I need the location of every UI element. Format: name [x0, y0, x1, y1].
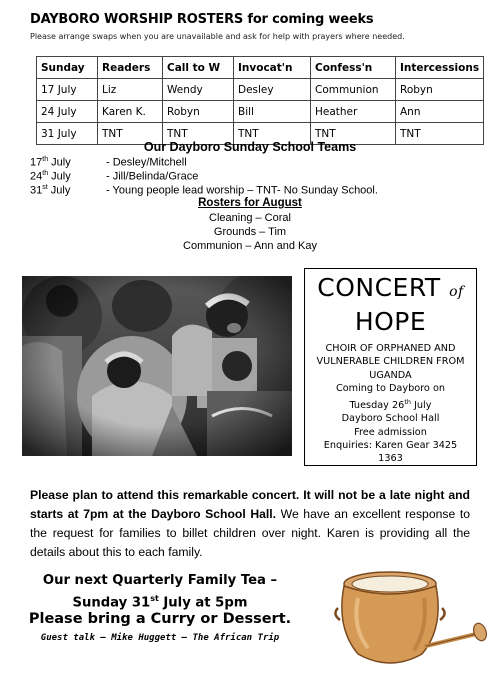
- choir-photo: [22, 276, 292, 456]
- col-confession: Confess'n: [311, 57, 396, 79]
- ss-day-suffix: th: [42, 170, 49, 177]
- table-cell: TNT: [234, 123, 311, 145]
- ss-day-suffix: st: [42, 184, 48, 191]
- guest-talk: Guest talk – Mike Huggett – The African Trip: [40, 633, 280, 643]
- col-call-to-worship: Call to W: [163, 57, 234, 79]
- table-cell: Bill: [234, 101, 311, 123]
- family-tea-request: Please bring a Curry or Dessert.: [28, 611, 292, 627]
- ss-team: - Jill/Belinda/Grace: [106, 170, 199, 183]
- table-cell: Wendy: [163, 79, 234, 101]
- table-cell: Desley: [234, 79, 311, 101]
- poster-word-hope: HOPE: [354, 307, 427, 336]
- ss-day-suffix: th: [42, 156, 49, 163]
- family-tea-heading: Our next Quarterly Family Tea –: [42, 573, 278, 588]
- ss-day: 17: [30, 156, 43, 169]
- table-cell: Karen K.: [98, 101, 163, 123]
- august-roster-line: Cleaning – Coral: [209, 212, 291, 224]
- poster-enquiries: Enquiries: Karen Gear 3425 1363: [323, 440, 458, 465]
- table-row: [37, 101, 484, 123]
- worship-roster-table: [36, 56, 484, 145]
- table-cell: Ann: [396, 101, 484, 123]
- tea-date-suffix: st: [150, 594, 159, 603]
- poster-venue: Dayboro School Hall: [341, 413, 440, 425]
- col-readers: Readers: [98, 57, 163, 79]
- choir-photo-image: [22, 276, 292, 456]
- table-cell: Communion: [311, 79, 396, 101]
- poster-choir-text: CHOIR OF ORPHANED AND VULNERABLE CHILDREN FROM UGANDA: [316, 343, 465, 381]
- poster-word-concert: CONCERT: [317, 273, 441, 302]
- pot-icon: [328, 568, 488, 674]
- table-cell: TNT: [311, 123, 396, 145]
- concert-poster: [304, 268, 477, 466]
- roster-title: DAYBORO WORSHIP ROSTERS for coming weeks: [30, 12, 374, 27]
- table-header-row: [37, 57, 484, 79]
- poster-heading-line1: [305, 273, 476, 307]
- august-roster-title: Rosters for August: [198, 197, 302, 209]
- sunday-school-title: Our Dayboro Sunday School Teams: [143, 140, 357, 154]
- tea-date-rest: July at 5pm: [158, 595, 248, 611]
- poster-date: [305, 396, 476, 413]
- ss-day: 31: [30, 184, 43, 197]
- poster-date-main: Tuesday 26: [349, 399, 405, 411]
- family-tea-date: [0, 594, 320, 610]
- table-cell: 31 July: [37, 123, 98, 145]
- col-intercessions: Intercessions: [396, 57, 484, 79]
- ss-day: 24: [30, 170, 43, 183]
- table-cell: Heather: [311, 101, 396, 123]
- cooking-pot-illustration: [328, 568, 488, 674]
- col-sunday: Sunday: [37, 57, 98, 79]
- ss-month: July: [51, 170, 71, 183]
- table-cell: 24 July: [37, 101, 98, 123]
- ss-month: July: [51, 156, 71, 169]
- roster-note: Please arrange swaps when you are unavailable and ask for help with prayers where needed.: [30, 32, 405, 41]
- col-invocation: Invocat'n: [234, 57, 311, 79]
- august-roster-line: Communion – Ann and Kay: [183, 240, 317, 252]
- sunday-school-item: [30, 156, 490, 169]
- table-cell: TNT: [163, 123, 234, 145]
- poster-admission: Free admission: [354, 426, 427, 438]
- table-cell: Robyn: [396, 79, 484, 101]
- august-roster-line: Grounds – Tim: [213, 226, 287, 238]
- sunday-school-item: [30, 170, 490, 183]
- poster-date-month: July: [410, 399, 432, 411]
- table-cell: Robyn: [163, 101, 234, 123]
- poster-coming-text: Coming to Dayboro on: [335, 383, 446, 395]
- table-cell: TNT: [98, 123, 163, 145]
- concert-invitation-paragraph: [30, 486, 470, 562]
- ss-month: July: [50, 184, 71, 197]
- invitation-bold-text: Please plan to attend this remarkable concert. It will not be a late night and starts at 7pm at the Dayboro School Hall.: [30, 488, 470, 521]
- ss-team: - Desley/Mitchell: [106, 156, 187, 169]
- table-cell: TNT: [396, 123, 484, 145]
- invitation-body-text: We have an excellent response to the request for families to billet children over night. Karen is providing all the details about this to each family.: [30, 507, 471, 559]
- poster-word-of: of: [449, 284, 464, 300]
- poster-date-suffix: th: [404, 397, 411, 406]
- tea-date-main: Sunday 31: [72, 595, 151, 611]
- sunday-school-item: [30, 184, 490, 197]
- table-cell: 17 July: [37, 79, 98, 101]
- table-row: [37, 79, 484, 101]
- ss-team: - Young people lead worship – TNT- No Sunday School.: [106, 184, 378, 197]
- table-cell: Liz: [98, 79, 163, 101]
